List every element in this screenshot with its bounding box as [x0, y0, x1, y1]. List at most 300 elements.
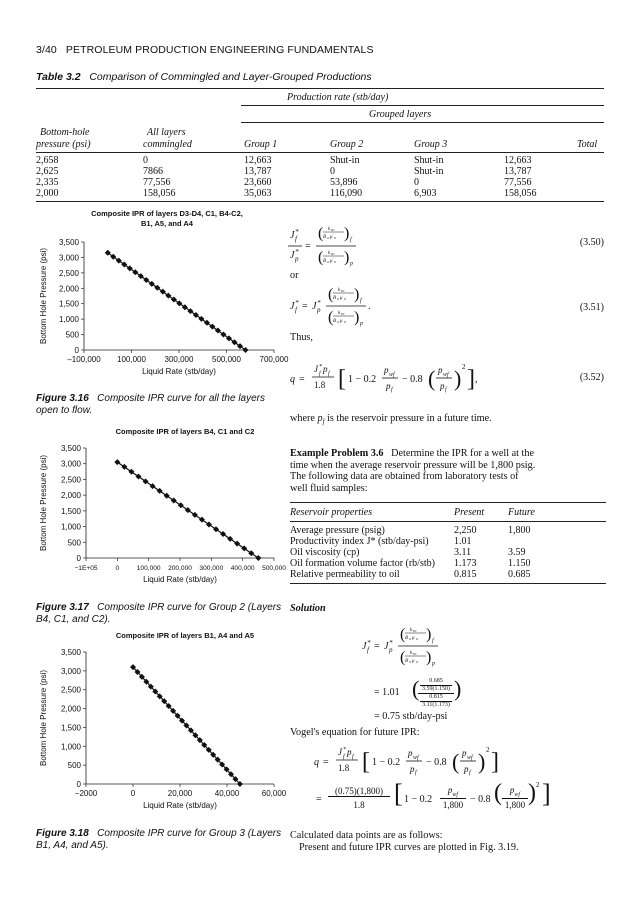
- table-cell: 2,335: [36, 177, 59, 188]
- y-tick-label: 1,000: [58, 315, 79, 325]
- table-cell: 1.01: [454, 536, 472, 547]
- table-header-rule: [36, 152, 604, 153]
- table-spanner-rule: [241, 105, 604, 106]
- table-cell: 0: [330, 166, 335, 177]
- chart2-title: [80, 427, 290, 437]
- svg-text:q: q: [290, 374, 295, 385]
- svg-text:f: f: [295, 235, 297, 243]
- svg-text:ro: ro: [331, 251, 335, 256]
- svg-text:B: B: [405, 636, 409, 641]
- table-cell: 1.173: [454, 558, 477, 569]
- x-tick-label: 20,000: [167, 789, 193, 798]
- table-cell: 0.815: [454, 569, 477, 580]
- svg-text:J: J: [312, 301, 317, 312]
- vogel-substitution: = (0.75)(1,800) 1.8 [ 1 − 0.2 $p_{wf}$ 1,800 − 0.8 ( $p_{wf}$ 1,800 ) 2 ]: [316, 779, 551, 810]
- svg-text:wf: wf: [413, 755, 419, 761]
- solution-den1: 3.59(1.150): [422, 686, 450, 692]
- table-row: [290, 536, 606, 547]
- table-cell: Shut-in: [330, 155, 360, 166]
- svg-text:): ): [478, 749, 486, 774]
- table-cell: 77,556: [143, 177, 171, 188]
- svg-text:o: o: [337, 319, 339, 324]
- table-cell: 12,663: [504, 155, 532, 166]
- calc-line1: Calculated data points are as follows:: [290, 830, 443, 841]
- table-cell: 158,056: [504, 188, 537, 199]
- table-cell: 3.11: [454, 547, 472, 558]
- example-line1: Determine the IPR for a well at the: [391, 448, 534, 459]
- svg-text:(: (: [318, 249, 324, 266]
- svg-text:(: (: [328, 309, 334, 326]
- table-cell: Oil formation volume factor (rb/stb): [290, 558, 435, 569]
- solution-coefficient: = 1.01: [374, 687, 400, 698]
- props-header-rule: [290, 521, 606, 522]
- svg-text:*: *: [317, 299, 321, 307]
- svg-text:.: .: [368, 301, 371, 312]
- table-cell: 2,658: [36, 155, 59, 166]
- svg-text:p: p: [440, 381, 445, 391]
- table-row: [36, 155, 604, 166]
- svg-text:f: f: [343, 754, 345, 760]
- figure-3-18-caption-line1: Composite IPR curve for Group 3 (Layers: [97, 828, 282, 839]
- svg-text:): ): [354, 286, 360, 303]
- page-number: 3/40: [36, 44, 57, 56]
- where-prefix: where: [290, 413, 318, 424]
- table-label: Table 3.2: [36, 71, 81, 83]
- y-axis-label: Bottom Hole Pressure (psi): [39, 247, 48, 345]
- y-tick-label: 2,000: [60, 491, 81, 501]
- col-header-commingled-1: All layers: [147, 127, 186, 138]
- svg-text:,: ,: [475, 374, 478, 385]
- svg-text:p: p: [432, 661, 435, 667]
- svg-text:f: f: [352, 754, 354, 760]
- table-row: [290, 525, 606, 536]
- equation-3-52-number: (3.52): [579, 372, 604, 383]
- svg-text:p: p: [317, 306, 321, 314]
- table-cell: 2,625: [36, 166, 59, 177]
- y-tick-label: 1,500: [60, 723, 81, 733]
- svg-text:o: o: [344, 296, 346, 301]
- text-or: or: [290, 270, 299, 281]
- x-tick-label: 300,000: [164, 355, 194, 364]
- svg-text:(: (: [452, 749, 460, 774]
- svg-text:J: J: [290, 301, 295, 312]
- x-tick-label: −2000: [74, 789, 98, 798]
- svg-text:J: J: [314, 364, 318, 374]
- svg-text:*: *: [343, 747, 346, 753]
- table-caption-text: Comparison of Commingled and Layer-Grouped Productions: [89, 71, 372, 83]
- svg-text:]: ]: [491, 749, 499, 775]
- x-tick-label: 0: [130, 789, 136, 798]
- svg-text:μ: μ: [340, 319, 343, 324]
- svg-text:wf: wf: [467, 755, 473, 761]
- example-line3: The following data are obtained from laboratory tests of: [290, 471, 519, 482]
- svg-text:J: J: [384, 641, 389, 652]
- svg-text:ro: ro: [331, 227, 335, 232]
- y-tick-label: 0: [76, 780, 81, 789]
- svg-text:o: o: [334, 259, 336, 264]
- svg-text:[: [: [338, 366, 346, 392]
- svg-text:k: k: [338, 288, 341, 293]
- x-tick-label: 200,000: [168, 565, 192, 572]
- table-cell: 158,056: [143, 188, 176, 199]
- props-bottom-rule: [290, 583, 606, 584]
- table-cell: 1,800: [508, 525, 531, 536]
- table-header-row2: [36, 139, 604, 150]
- table-row: [36, 188, 604, 199]
- svg-text:): ): [354, 309, 360, 326]
- y-tick-label: 500: [67, 538, 81, 548]
- equation-3-51-number: (3.51): [579, 302, 604, 313]
- svg-text:o: o: [344, 319, 346, 324]
- svg-text:2: 2: [486, 746, 490, 754]
- table-cell: 2,000: [36, 188, 59, 199]
- figure-3-16-label: Figure 3.16: [36, 393, 89, 404]
- svg-text:o: o: [327, 235, 329, 240]
- svg-text:=: =: [305, 241, 311, 252]
- svg-text:f: f: [319, 371, 321, 377]
- calc-1800-b: 1,800: [504, 800, 526, 810]
- svg-text:μ: μ: [412, 659, 415, 664]
- example-problem: [290, 448, 606, 494]
- svg-text:wf: wf: [389, 372, 395, 378]
- svg-text:f: f: [469, 770, 471, 776]
- svg-text:*: *: [295, 299, 299, 307]
- svg-text:=: =: [323, 757, 329, 768]
- x-tick-label: 60,000: [261, 789, 287, 798]
- svg-text:p: p: [384, 365, 389, 375]
- where-suffix: is the reservoir pressure in a future time.: [324, 413, 492, 424]
- y-tick-label: 2,500: [58, 268, 79, 278]
- table-cell: Relative permeability to oil: [290, 569, 400, 580]
- x-tick-label: −1E+05: [74, 565, 98, 572]
- col-header-bottomhole-2: pressure (psi): [36, 139, 91, 150]
- table-subspanner: Grouped layers: [369, 109, 432, 120]
- x-axis-label: Liquid Rate (stb/day): [143, 801, 217, 810]
- x-tick-label: 500,000: [262, 565, 286, 572]
- table-cell: 13,787: [504, 166, 532, 177]
- table-cell: 2,250: [454, 525, 477, 536]
- table-cell: Shut-in: [414, 166, 444, 177]
- svg-text:B: B: [323, 235, 327, 240]
- svg-text:): ): [454, 366, 462, 391]
- x-tick-label: 400,000: [230, 565, 255, 572]
- table-cell: 0: [143, 155, 148, 166]
- svg-text:− 0.8: − 0.8: [426, 757, 447, 768]
- svg-text:q: q: [314, 757, 319, 768]
- table-row: [290, 569, 606, 580]
- svg-text:p: p: [323, 364, 328, 374]
- svg-text:*: *: [389, 639, 393, 647]
- svg-text:μ: μ: [412, 636, 415, 641]
- figure-3-16-caption-line1: Composite IPR curve for all the layers: [97, 393, 265, 404]
- col-header-group1: Group 1: [244, 139, 278, 150]
- col-header-group2: Group 2: [330, 139, 364, 150]
- svg-text:=: =: [374, 641, 380, 652]
- props-header-cell: Reservoir properties: [290, 507, 373, 518]
- text-thus: Thus,: [290, 332, 313, 343]
- example-line2: time when the average reservoir pressure will be 1,800 psig.: [290, 459, 536, 471]
- table-row: [36, 166, 604, 177]
- table-row: [36, 177, 604, 188]
- svg-text:f: f: [445, 387, 447, 393]
- svg-text:p: p: [386, 381, 391, 391]
- svg-text:f: f: [367, 646, 369, 654]
- table-cell: Average pressure (psig): [290, 525, 385, 536]
- props-header-row: [290, 507, 606, 518]
- table-cell: 0: [414, 177, 419, 188]
- solution-equation-1: [360, 622, 500, 674]
- svg-text:J: J: [290, 230, 295, 241]
- svg-text:f: f: [295, 306, 297, 314]
- y-tick-label: 1,500: [58, 299, 79, 309]
- figure-3-17-caption: [36, 602, 281, 626]
- y-tick-label: 0: [74, 346, 79, 355]
- y-tick-label: 3,000: [60, 459, 81, 469]
- svg-text:B: B: [333, 296, 337, 301]
- y-tick-label: 0: [76, 554, 81, 563]
- table-cell: 23,660: [244, 177, 272, 188]
- svg-text:2: 2: [462, 363, 466, 371]
- svg-text:(: (: [400, 649, 406, 666]
- table-cell: Productivity index J* (stb/day-psi): [290, 536, 429, 547]
- svg-text:[: [: [362, 749, 370, 775]
- figure-3-16-caption-line2: open to flow.: [36, 405, 93, 416]
- x-tick-label: 40,000: [214, 789, 240, 798]
- table-cell: 7866: [143, 166, 163, 177]
- where-sentence: where $p_f$ is the reservoir pressure in a future time.: [290, 413, 492, 427]
- x-tick-label: 100,000: [117, 355, 146, 364]
- svg-text:μ: μ: [340, 296, 343, 301]
- chart2-svg: [36, 440, 286, 592]
- chart2-title-line1: Composite IPR of layers B4, C1 and C2: [115, 427, 255, 436]
- y-tick-label: 1,500: [60, 506, 81, 516]
- svg-text:=: =: [302, 301, 308, 312]
- svg-text:(: (: [328, 286, 334, 303]
- solution-heading: Solution: [290, 603, 326, 614]
- svg-text:*: *: [319, 364, 322, 370]
- equation-3-50-number: (3.50): [579, 237, 604, 248]
- svg-text:k: k: [410, 651, 413, 656]
- equation-3-52: [288, 358, 518, 400]
- y-axis-label: Bottom Hole Pressure (psi): [39, 454, 48, 552]
- figure-3-18-label: Figure 3.18: [36, 828, 89, 839]
- svg-text:): ): [426, 626, 432, 643]
- table-cell: 12,663: [244, 155, 272, 166]
- svg-text:=: =: [299, 374, 305, 385]
- col-header-commingled-2: commingled: [143, 139, 192, 150]
- svg-text:ro: ro: [413, 651, 417, 656]
- svg-text:ro: ro: [413, 628, 417, 633]
- svg-text:*: *: [367, 639, 371, 647]
- table-cell: 6,903: [414, 188, 437, 199]
- calc-numerator: (0.75)(1,800): [328, 786, 390, 797]
- table-row: [290, 547, 606, 558]
- svg-text:): ): [344, 225, 350, 242]
- svg-text:μ: μ: [330, 259, 333, 264]
- svg-text:ro: ro: [341, 288, 345, 293]
- svg-text:p: p: [462, 748, 467, 758]
- svg-text:f: f: [432, 638, 434, 644]
- x-tick-label: 100,000: [136, 565, 161, 572]
- equation-3-50: [288, 221, 408, 271]
- svg-text:k: k: [338, 311, 341, 316]
- svg-text:− 0.8: − 0.8: [402, 374, 423, 385]
- table-cell: 3.59: [508, 547, 526, 558]
- svg-text:J: J: [362, 641, 367, 652]
- svg-text:*: *: [295, 248, 299, 256]
- svg-text:1 − 0.2: 1 − 0.2: [372, 757, 401, 768]
- table-cell: 53,896: [330, 177, 358, 188]
- y-tick-label: 1,000: [60, 742, 81, 752]
- svg-text:p: p: [410, 764, 415, 774]
- chart1-title-line2: B1, A5, and A4: [141, 219, 193, 228]
- svg-text:): ): [344, 249, 350, 266]
- svg-text:J: J: [338, 747, 342, 757]
- svg-text:wf: wf: [443, 372, 449, 378]
- table-cell: 116,090: [330, 188, 363, 199]
- solution-den2: 3.11(1.173): [422, 702, 450, 708]
- table-row: [290, 558, 606, 569]
- figure-3-18-caption-line2: B1, A4, and A5).: [36, 840, 109, 851]
- svg-text:k: k: [328, 251, 331, 256]
- page-header: [36, 44, 374, 56]
- svg-text:(: (: [318, 225, 324, 242]
- y-tick-label: 3,000: [60, 666, 81, 676]
- table-cell: 1.150: [508, 558, 531, 569]
- props-header-cell: Present: [454, 507, 485, 518]
- svg-text:p: p: [347, 747, 352, 757]
- col-header-total: Total: [577, 139, 598, 150]
- svg-text:o: o: [409, 659, 411, 664]
- book-title: PETROLEUM PRODUCTION ENGINEERING FUNDAMENTALS: [65, 44, 374, 56]
- y-tick-label: 2,500: [60, 685, 81, 695]
- table-subspanner-rule: [241, 122, 604, 123]
- svg-text:f: f: [415, 770, 417, 776]
- table-cell: 13,787: [244, 166, 272, 177]
- svg-text:f: f: [350, 237, 352, 243]
- svg-text:]: ]: [467, 366, 475, 392]
- y-tick-label: 3,000: [58, 253, 79, 263]
- svg-text:1.8: 1.8: [314, 380, 326, 390]
- table-cell: 77,556: [504, 177, 532, 188]
- svg-text:ro: ro: [341, 311, 345, 316]
- table-spanner: Production rate (stb/day): [287, 92, 389, 103]
- props-header-cell: Future: [508, 507, 535, 518]
- svg-text:1 − 0.2: 1 − 0.2: [348, 374, 377, 385]
- svg-text:k: k: [328, 227, 331, 232]
- y-tick-label: 3,500: [60, 444, 81, 453]
- chart3-title-line1: Composite IPR of layers B1, A4 and A5: [115, 631, 255, 640]
- chart1-title-line1: Composite IPR of layers D3-D4, C1, B4-C2,: [91, 209, 243, 218]
- solution-num2: 0.815: [420, 694, 452, 702]
- svg-text:1.8: 1.8: [338, 763, 350, 773]
- svg-text:B: B: [323, 259, 327, 264]
- table-cell: Oil viscosity (cp): [290, 547, 360, 558]
- col-header-bottomhole-1: Bottom-hole: [40, 127, 90, 138]
- svg-text:o: o: [327, 259, 329, 264]
- vogel-text: Vogel's equation for future IPR:: [290, 727, 420, 738]
- svg-text:p: p: [464, 764, 469, 774]
- figure-3-16-caption: [36, 393, 265, 417]
- table-cell: 0.685: [508, 569, 531, 580]
- equation-3-51: [288, 284, 408, 330]
- y-tick-label: 3,500: [60, 648, 81, 657]
- svg-text:f: f: [391, 387, 393, 393]
- x-axis-label: Liquid Rate (stb/day): [143, 575, 217, 584]
- y-tick-label: 2,000: [60, 704, 81, 714]
- calc-line2: Present and future IPR curves are plotted in Fig. 3.19.: [299, 842, 519, 853]
- table-cell: Shut-in: [414, 155, 444, 166]
- x-tick-label: 300,000: [199, 565, 224, 572]
- svg-text:p: p: [350, 261, 353, 267]
- chart1-title: [60, 209, 274, 229]
- svg-text:): ): [426, 649, 432, 666]
- chart3-title: [80, 631, 290, 641]
- figure-3-17-caption-line1: Composite IPR curve for Group 2 (Layers: [97, 602, 282, 613]
- svg-text:(: (: [400, 626, 406, 643]
- x-axis-label: Liquid Rate (stb/day): [142, 367, 216, 376]
- solution-num1: 0.685: [420, 678, 452, 686]
- svg-text:p: p: [295, 255, 299, 263]
- svg-text:J: J: [290, 250, 295, 261]
- svg-text:*: *: [295, 228, 299, 236]
- props-top-rule: [290, 502, 606, 503]
- chart3-svg: [36, 644, 286, 824]
- x-tick-label: 500,000: [212, 355, 241, 364]
- table-caption: [36, 71, 372, 83]
- y-tick-label: 500: [65, 330, 79, 340]
- example-label: Example Problem 3.6: [290, 448, 384, 459]
- table-cell: 35,063: [244, 188, 272, 199]
- svg-text:o: o: [416, 659, 418, 664]
- solution-result: = 0.75 stb/day-psi: [374, 711, 448, 722]
- figure-3-17-caption-line2: B4, C1, and C2).: [36, 614, 111, 625]
- y-tick-label: 2,500: [60, 475, 81, 485]
- x-tick-label: 0: [115, 565, 120, 572]
- calc-denominator: 1.8: [353, 800, 365, 810]
- svg-text:o: o: [337, 296, 339, 301]
- y-axis-label: Bottom Hole Pressure (psi): [39, 669, 48, 767]
- solution-equation-2: = 1.01 ( 0.685 3.59(1.150) 0.815 3.11(1.173) ): [374, 676, 462, 708]
- x-tick-label: –100,000: [67, 355, 101, 364]
- y-tick-label: 500: [67, 761, 81, 771]
- table-top-rule: [36, 88, 604, 89]
- y-tick-label: 1,000: [60, 522, 81, 532]
- calc-1800-a: 1,800: [442, 800, 464, 810]
- table-header-row1: [36, 127, 604, 138]
- svg-text:μ: μ: [330, 235, 333, 240]
- y-tick-label: 2,000: [58, 284, 79, 294]
- svg-text:o: o: [416, 636, 418, 641]
- svg-text:B: B: [405, 659, 409, 664]
- svg-text:p: p: [408, 748, 413, 758]
- x-tick-label: 700,000: [259, 355, 289, 364]
- svg-text:f: f: [328, 371, 330, 377]
- col-header-group3: Group 3: [414, 139, 448, 150]
- svg-text:f: f: [360, 298, 362, 304]
- svg-text:(: (: [428, 366, 436, 391]
- y-tick-label: 3,500: [58, 238, 79, 247]
- example-line4: well fluid samples:: [290, 482, 368, 494]
- table-bottom-rule: [36, 201, 604, 202]
- svg-text:o: o: [334, 235, 336, 240]
- svg-text:B: B: [333, 319, 337, 324]
- figure-3-17-label: Figure 3.17: [36, 602, 89, 613]
- svg-text:p: p: [389, 646, 393, 654]
- vogel-equation: [312, 742, 512, 782]
- figure-3-18-caption: [36, 828, 281, 852]
- svg-text:o: o: [409, 636, 411, 641]
